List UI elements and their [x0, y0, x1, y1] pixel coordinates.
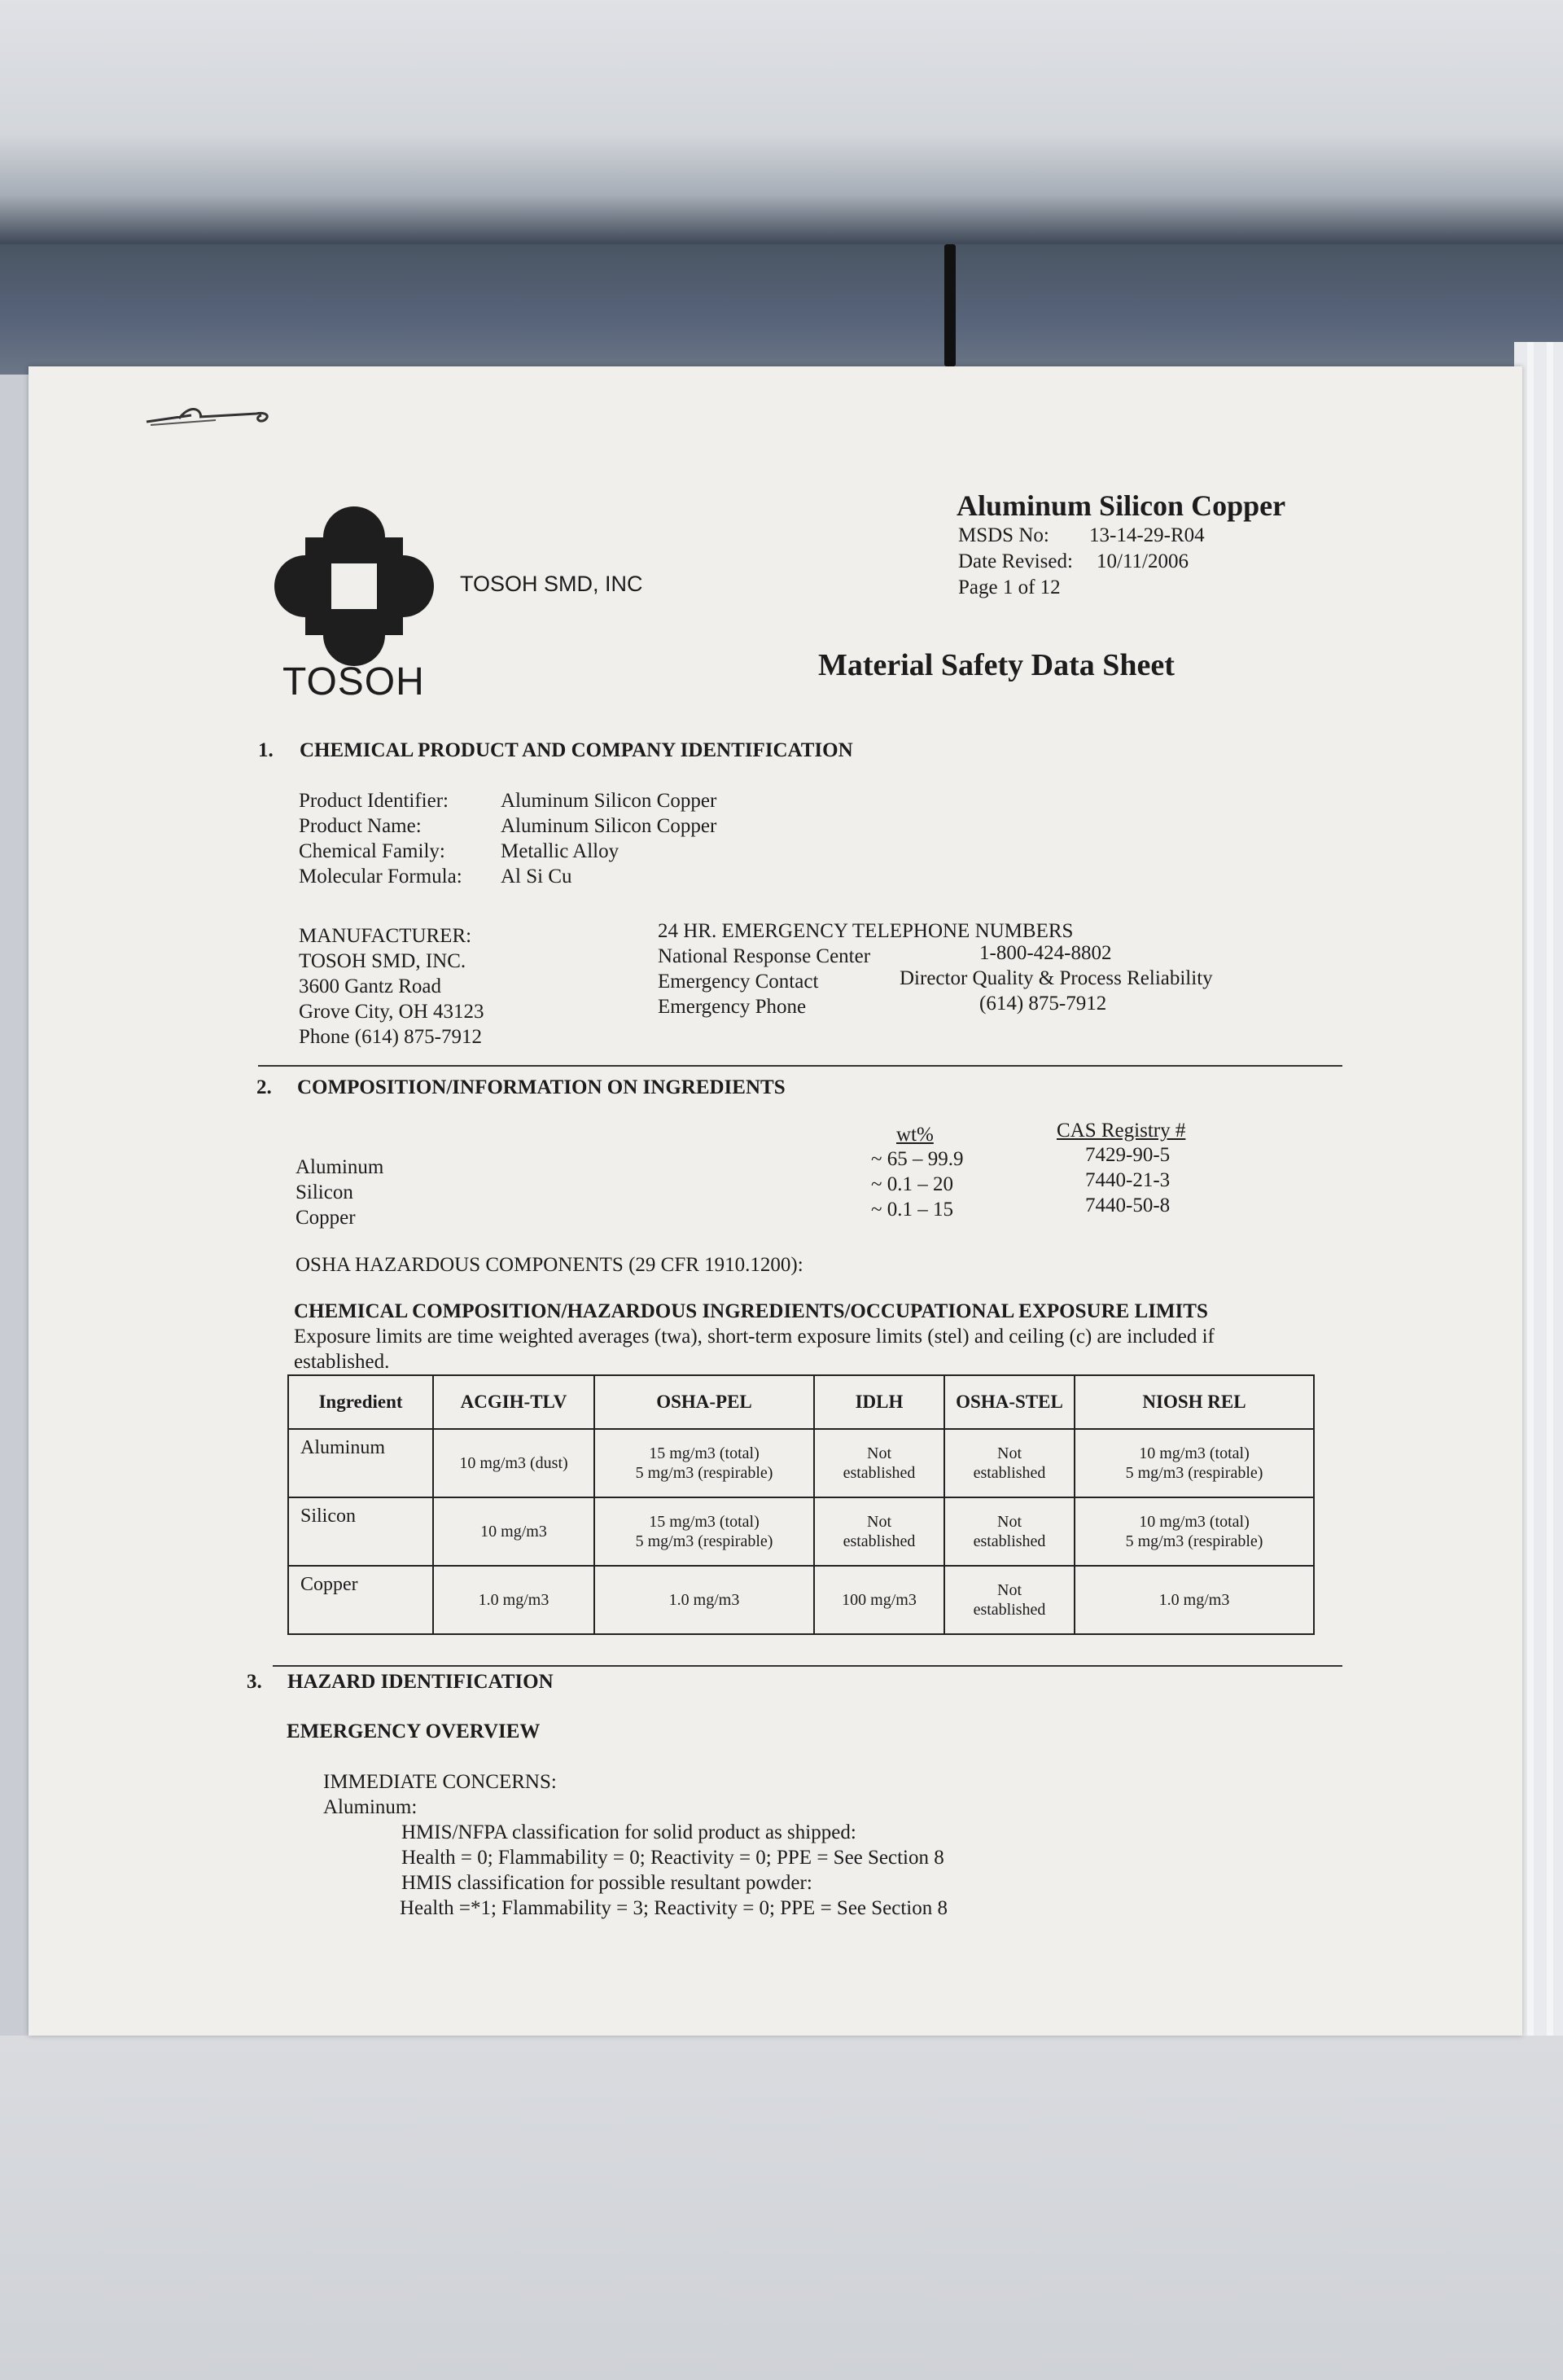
cell-osha-stel — [944, 1429, 1075, 1497]
wt-header: wt% — [896, 1124, 934, 1146]
cell-osha-pel — [594, 1429, 814, 1497]
table-header-row — [288, 1375, 1314, 1429]
background-top — [0, 0, 1563, 244]
section-2-number: 2. — [256, 1076, 272, 1098]
background-band — [0, 244, 1563, 375]
cell-niosh — [1075, 1497, 1314, 1566]
col-ingredient: Ingredient — [288, 1375, 433, 1429]
section-1-number: 1. — [258, 739, 274, 761]
cell-line: established — [973, 1532, 1046, 1550]
logo-wordmark: TOSOH — [282, 660, 425, 703]
field-value: Metallic Alloy — [501, 840, 620, 862]
cas-header: CAS Registry # — [1057, 1120, 1186, 1142]
section-2-title: COMPOSITION/INFORMATION ON INGREDIENTS — [297, 1076, 786, 1098]
exposure-limits-table — [287, 1374, 1315, 1635]
ingredient-cas: 7440-21-3 — [1085, 1169, 1171, 1191]
emergency-label: Emergency Phone — [658, 996, 807, 1018]
cell-line: 10 mg/m3 (total) — [1139, 1513, 1250, 1531]
cell-line: Not — [997, 1581, 1022, 1599]
msds-no-label: MSDS No: — [958, 524, 1049, 546]
cell-osha-pel: 1.0 mg/m3 — [594, 1566, 814, 1634]
ingredient-name: Copper — [296, 1207, 356, 1229]
hazard-line: Health =*1; Flammability = 3; Reactivity = 0; PPE = See Section 8 — [400, 1897, 948, 1919]
manufacturer-city: Grove City, OH 43123 — [299, 1001, 484, 1023]
document-page — [28, 366, 1522, 2036]
cell-line: 5 mg/m3 (respirable) — [1125, 1532, 1263, 1550]
cell-line: established — [973, 1464, 1046, 1482]
col-idlh: IDLH — [814, 1375, 944, 1429]
hazard-line: HMIS/NFPA classification for solid product as shipped: — [401, 1821, 856, 1843]
material-label: Aluminum: — [323, 1796, 418, 1818]
exposure-limits-title: CHEMICAL COMPOSITION/HAZARDOUS INGREDIENTS/OCCUPATIONAL EXPOSURE LIMITS — [294, 1300, 1208, 1322]
page-info: Page 1 of 12 — [958, 576, 1061, 598]
emergency-value: 1-800-424-8802 — [979, 942, 1112, 964]
cell-acgih: 10 mg/m3 — [433, 1497, 594, 1566]
emergency-heading: 24 HR. EMERGENCY TELEPHONE NUMBERS — [658, 920, 1074, 942]
field-label: Product Name: — [299, 815, 422, 837]
cell-acgih: 10 mg/m3 (dust) — [433, 1429, 594, 1497]
document-title: Material Safety Data Sheet — [818, 648, 1175, 682]
emergency-label: Emergency Contact — [658, 971, 819, 993]
field-value: Aluminum Silicon Copper — [501, 790, 717, 812]
manufacturer-name: TOSOH SMD, INC. — [299, 950, 466, 972]
osha-components-line: OSHA HAZARDOUS COMPONENTS (29 CFR 1910.1200): — [296, 1254, 803, 1276]
ingredient-cas: 7440-50-8 — [1085, 1194, 1171, 1216]
date-revised-label: Date Revised: — [958, 550, 1073, 572]
section-divider — [273, 1665, 1342, 1667]
cell-ingredient: Aluminum — [288, 1429, 433, 1497]
table-row — [288, 1497, 1314, 1566]
col-osha-pel: OSHA-PEL — [594, 1375, 814, 1429]
exposure-limits-note-cont: established. — [294, 1351, 390, 1373]
cell-idlh — [814, 1497, 944, 1566]
clip-rod — [944, 244, 956, 366]
table-row — [288, 1566, 1314, 1634]
hazard-line: HMIS classification for possible resultant powder: — [401, 1872, 812, 1894]
cell-line: 15 mg/m3 (total) — [649, 1513, 760, 1531]
ingredient-wt: ~ 0.1 – 15 — [871, 1199, 954, 1221]
field-label: Product Identifier: — [299, 790, 449, 812]
field-value: Al Si Cu — [501, 866, 572, 888]
ingredient-name: Aluminum — [296, 1156, 384, 1178]
background-bottom — [0, 2036, 1563, 2380]
field-label: Molecular Formula: — [299, 866, 462, 888]
cell-line: Not — [867, 1513, 891, 1531]
company-name: TOSOH SMD, INC — [460, 572, 643, 596]
manufacturer-street: 3600 Gantz Road — [299, 975, 441, 997]
date-revised-value: 10/11/2006 — [1097, 550, 1189, 572]
cell-ingredient: Copper — [288, 1566, 433, 1634]
cell-line: established — [843, 1532, 916, 1550]
field-value: Aluminum Silicon Copper — [501, 815, 717, 837]
ingredient-wt: ~ 65 – 99.9 — [871, 1148, 964, 1170]
emergency-overview-heading: EMERGENCY OVERVIEW — [287, 1720, 541, 1742]
cell-niosh — [1075, 1429, 1314, 1497]
cell-line: 5 mg/m3 (respirable) — [635, 1464, 773, 1482]
cell-acgih: 1.0 mg/m3 — [433, 1566, 594, 1634]
tosoh-logo-icon — [273, 505, 436, 668]
col-niosh-rel: NIOSH REL — [1075, 1375, 1314, 1429]
manufacturer-heading: MANUFACTURER: — [299, 925, 472, 947]
cell-niosh: 1.0 mg/m3 — [1075, 1566, 1314, 1634]
section-divider — [258, 1065, 1342, 1067]
exposure-limits-note: Exposure limits are time weighted averages (twa), short-term exposure limits (stel) and ceiling (c) are included if — [294, 1326, 1215, 1348]
cell-line: 15 mg/m3 (total) — [649, 1444, 760, 1462]
product-title: Aluminum Silicon Copper — [957, 489, 1286, 522]
section-3-number: 3. — [247, 1671, 262, 1693]
ingredient-cas: 7429-90-5 — [1085, 1144, 1171, 1166]
ingredient-wt: ~ 0.1 – 20 — [871, 1173, 954, 1195]
emergency-value: Director Quality & Process Reliability — [900, 967, 1213, 989]
cell-osha-stel — [944, 1497, 1075, 1566]
section-1-title: CHEMICAL PRODUCT AND COMPANY IDENTIFICATION — [300, 739, 853, 761]
hazard-line: Health = 0; Flammability = 0; Reactivity = 0; PPE = See Section 8 — [401, 1847, 944, 1869]
emergency-value: (614) 875-7912 — [979, 993, 1107, 1015]
section-3-title: HAZARD IDENTIFICATION — [287, 1671, 554, 1693]
table-row — [288, 1429, 1314, 1497]
cell-line: 5 mg/m3 (respirable) — [1125, 1464, 1263, 1482]
cell-line: established — [843, 1464, 916, 1482]
cell-line: Not — [997, 1513, 1022, 1531]
emergency-label: National Response Center — [658, 945, 871, 967]
cell-osha-pel — [594, 1497, 814, 1566]
cell-osha-stel — [944, 1566, 1075, 1634]
msds-no-value: 13-14-29-R04 — [1089, 524, 1205, 546]
col-acgih-tlv: ACGIH-TLV — [433, 1375, 594, 1429]
ingredient-name: Silicon — [296, 1181, 353, 1203]
cell-line: Not — [867, 1444, 891, 1462]
cell-ingredient: Silicon — [288, 1497, 433, 1566]
cell-line: 10 mg/m3 (total) — [1139, 1444, 1250, 1462]
cell-line: established — [973, 1601, 1046, 1619]
field-label: Chemical Family: — [299, 840, 445, 862]
cell-idlh: 100 mg/m3 — [814, 1566, 944, 1634]
cell-line: 5 mg/m3 (respirable) — [635, 1532, 773, 1550]
col-osha-stel: OSHA-STEL — [944, 1375, 1075, 1429]
cell-line: Not — [997, 1444, 1022, 1462]
handwritten-mark — [142, 399, 281, 432]
immediate-concerns-heading: IMMEDIATE CONCERNS: — [323, 1771, 557, 1793]
manufacturer-phone: Phone (614) 875-7912 — [299, 1026, 482, 1048]
cell-idlh — [814, 1429, 944, 1497]
